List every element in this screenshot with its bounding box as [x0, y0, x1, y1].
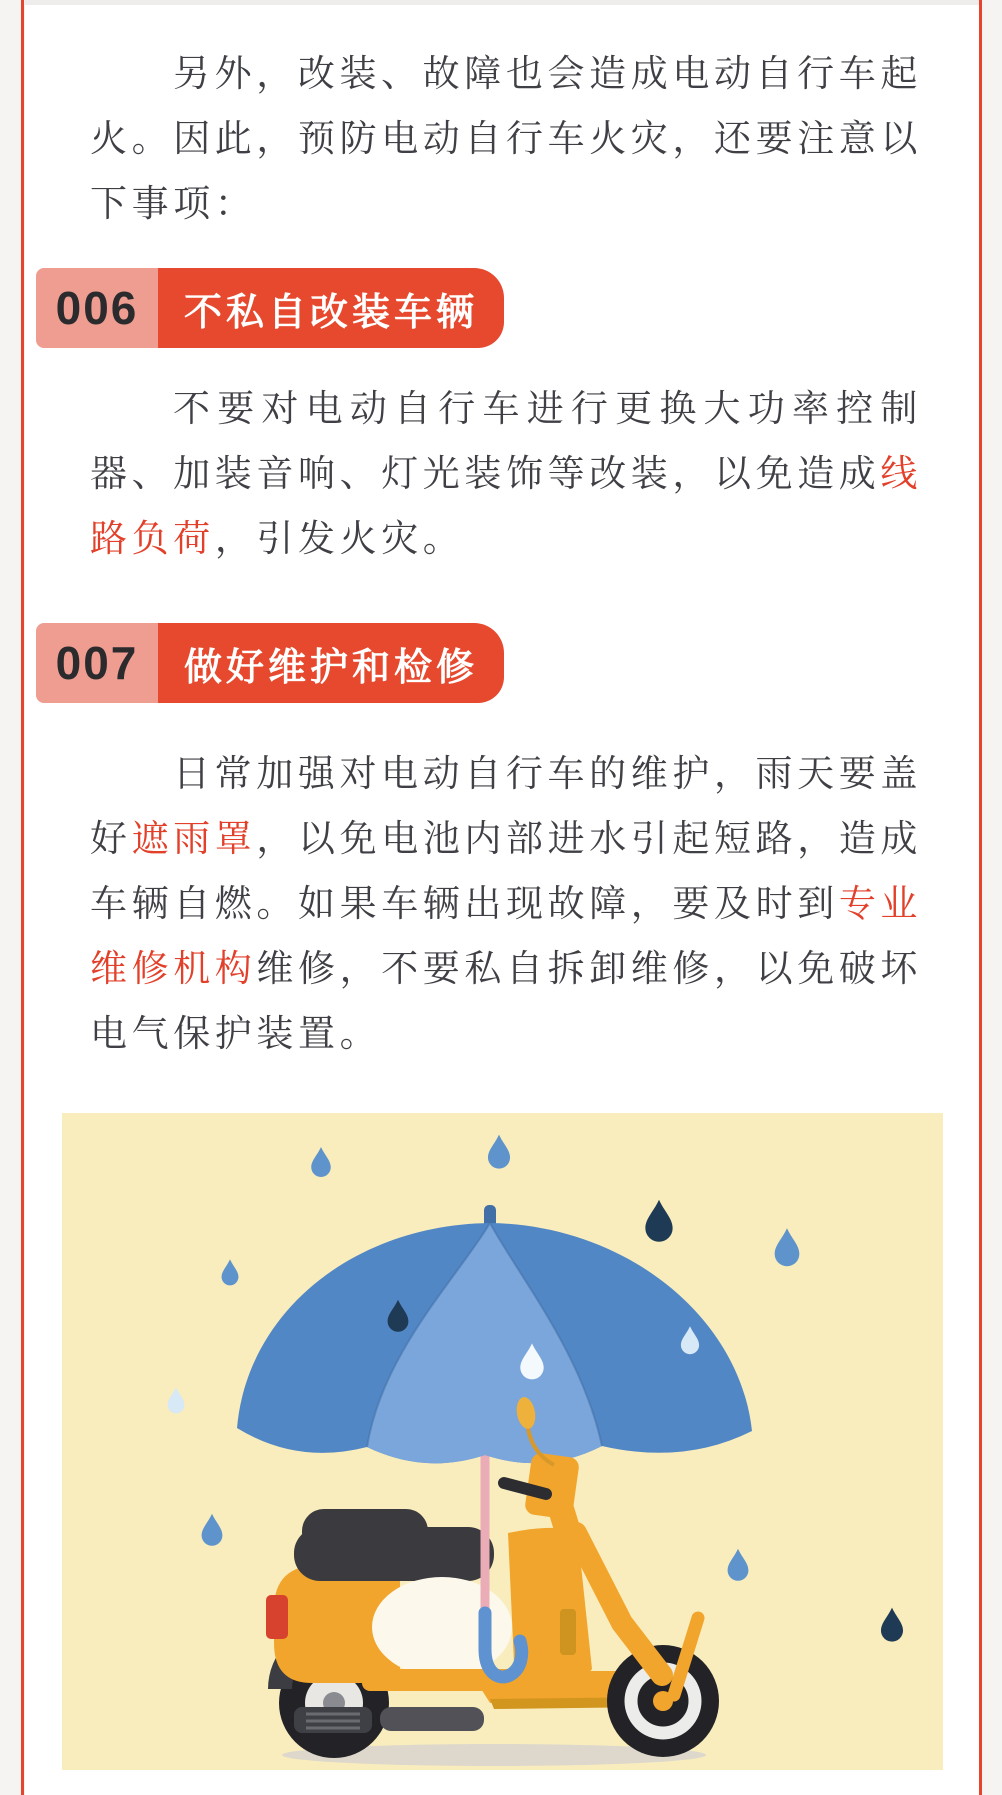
top-divider — [25, 0, 980, 5]
highlighted-text: 专业 — [838, 883, 923, 924]
section-number-badge: 006 — [36, 268, 158, 348]
body-text: 下事项： — [90, 183, 257, 224]
paragraph-intro — [90, 41, 922, 236]
section-title-badge: 做好维护和检修 — [158, 623, 504, 703]
text-line — [90, 1001, 922, 1066]
body-text: ，引发火灾。 — [214, 518, 465, 559]
text-line — [90, 936, 922, 1001]
section-number-badge: 007 — [36, 623, 158, 703]
article-card — [25, 0, 980, 1795]
paragraph-section-007 — [90, 741, 922, 1066]
body-text: 电气保护装置。 — [90, 1013, 382, 1054]
text-line — [90, 871, 922, 936]
section-header-007 — [36, 623, 504, 703]
text-line — [90, 506, 922, 571]
text-line — [90, 41, 922, 106]
body-text: ，以免电池内部进水引起短路，造成 — [256, 818, 923, 859]
body-text: 不要对电动自行车进行更换大功率控制 — [173, 388, 922, 429]
illustration-scooter-umbrella-rain — [62, 1113, 943, 1770]
text-line — [90, 441, 922, 506]
paragraph-section-006 — [90, 376, 922, 571]
text-line — [90, 741, 922, 806]
text-line — [90, 106, 922, 171]
highlighted-text: 遮雨罩 — [131, 818, 257, 859]
highlighted-text: 线 — [880, 453, 923, 494]
body-text: 另外，改装、故障也会造成电动自行车起 — [173, 53, 922, 94]
body-text: 火。因此，预防电动自行车火灾，还要注意以 — [90, 118, 922, 159]
body-text: 器、加装音响、灯光装饰等改装，以免造成 — [90, 453, 881, 494]
section-title-badge: 不私自改装车辆 — [158, 268, 504, 348]
right-border-line — [979, 0, 982, 1795]
section-header-006 — [36, 268, 504, 348]
body-text: 维修，不要私自拆卸维修，以免破坏 — [256, 948, 923, 989]
body-text: 车辆自燃。如果车辆出现故障，要及时到 — [90, 883, 839, 924]
text-line — [90, 376, 922, 441]
highlighted-text: 路负荷 — [90, 518, 215, 559]
body-text: 日常加强对电动自行车的维护，雨天要盖 — [173, 753, 922, 794]
text-line — [90, 806, 922, 871]
highlighted-text: 维修机构 — [90, 948, 257, 989]
text-line — [90, 171, 922, 236]
body-text: 好 — [90, 818, 132, 859]
left-border-line — [21, 0, 24, 1795]
